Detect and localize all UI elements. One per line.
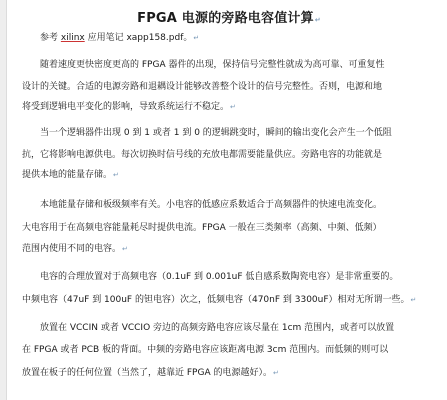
- paragraph-line: 抗，它将影响电源供电。每次切换时信号线的充放电都需要能量供应。旁路电容的功能就是: [22, 150, 383, 160]
- paragraph-mark: ↵: [193, 34, 200, 42]
- paragraph-line: 大电容用于在高频电容能量耗尽时提供电流。FPGA 一般在三类频率（高频、中频、低频）: [22, 223, 382, 233]
- paragraph-line: 在 FPGA 或者 PCB 板的背面。中频的旁路电容应该距离电源 3cm 范围内。而低频的则可以: [22, 345, 389, 355]
- document-title: [22, 7, 436, 26]
- paragraph-line: 设计的关键。合适的电源旁路和退耦设计能够改善整个设计的信号完整性。否则，电源和地: [22, 82, 383, 92]
- paragraph-line: 将受到逻辑电平变化的影响，导致系统运行不稳定。↵: [22, 102, 236, 112]
- page-left-edge: [0, 0, 7, 400]
- paragraph-line: 范围内使用不同的电容。↵: [22, 244, 128, 254]
- paragraph-line: 放置在板子的任何位置（当然了，越靠近 FPGA 的电源越好）。↵: [22, 368, 279, 378]
- paragraph-line: 放置在 VCCIN 或者 VCCIO 旁边的高频旁路电容应该尽量在 1cm 范围内，或者可以放置: [40, 323, 395, 333]
- reference-line: 参考 xilinx 应用笔记 xapp158.pdf。↵: [40, 33, 200, 43]
- paragraph-mark: ↵: [272, 369, 279, 377]
- title-text: FPGA 电源的旁路电容值计算: [137, 11, 314, 26]
- paragraph-line: 提供本地的能量存储。↵: [22, 170, 119, 180]
- paragraph-line: 当一个逻辑器件出现 0 到 1 或者 1 到 0 的逻辑跳变时，瞬间的输出变化会产生一个低阻: [40, 128, 392, 138]
- document-page: [22, 0, 436, 400]
- paragraph-line: 中频电容（47uF 到 100uF 的钽电容）次之，低频电容（470nF 到 3300uF）相对无所谓一些。↵: [22, 295, 417, 305]
- paragraph-line: 本地能量存储和板级频率有关。小电容的低感应系数适合于高频器件的快速电流变化。: [40, 200, 383, 210]
- paragraph-mark: ↵: [122, 245, 128, 253]
- paragraph-mark: ↵: [314, 16, 321, 24]
- paragraph-mark: ↵: [230, 103, 236, 111]
- paragraph-line: 随着速度更快密度更高的 FPGA 器件的出现，保持信号完整性就成为高可靠、可重复性: [40, 60, 385, 70]
- xilinx-link[interactable]: xilinx: [60, 33, 85, 43]
- paragraph-mark: ↵: [410, 296, 417, 304]
- paragraph-line: 电容的合理放置对于高频电容（0.1uF 到 0.001uF 低自感系数陶瓷电容）是非常重要的。: [40, 272, 399, 282]
- paragraph-mark: ↵: [113, 171, 119, 179]
